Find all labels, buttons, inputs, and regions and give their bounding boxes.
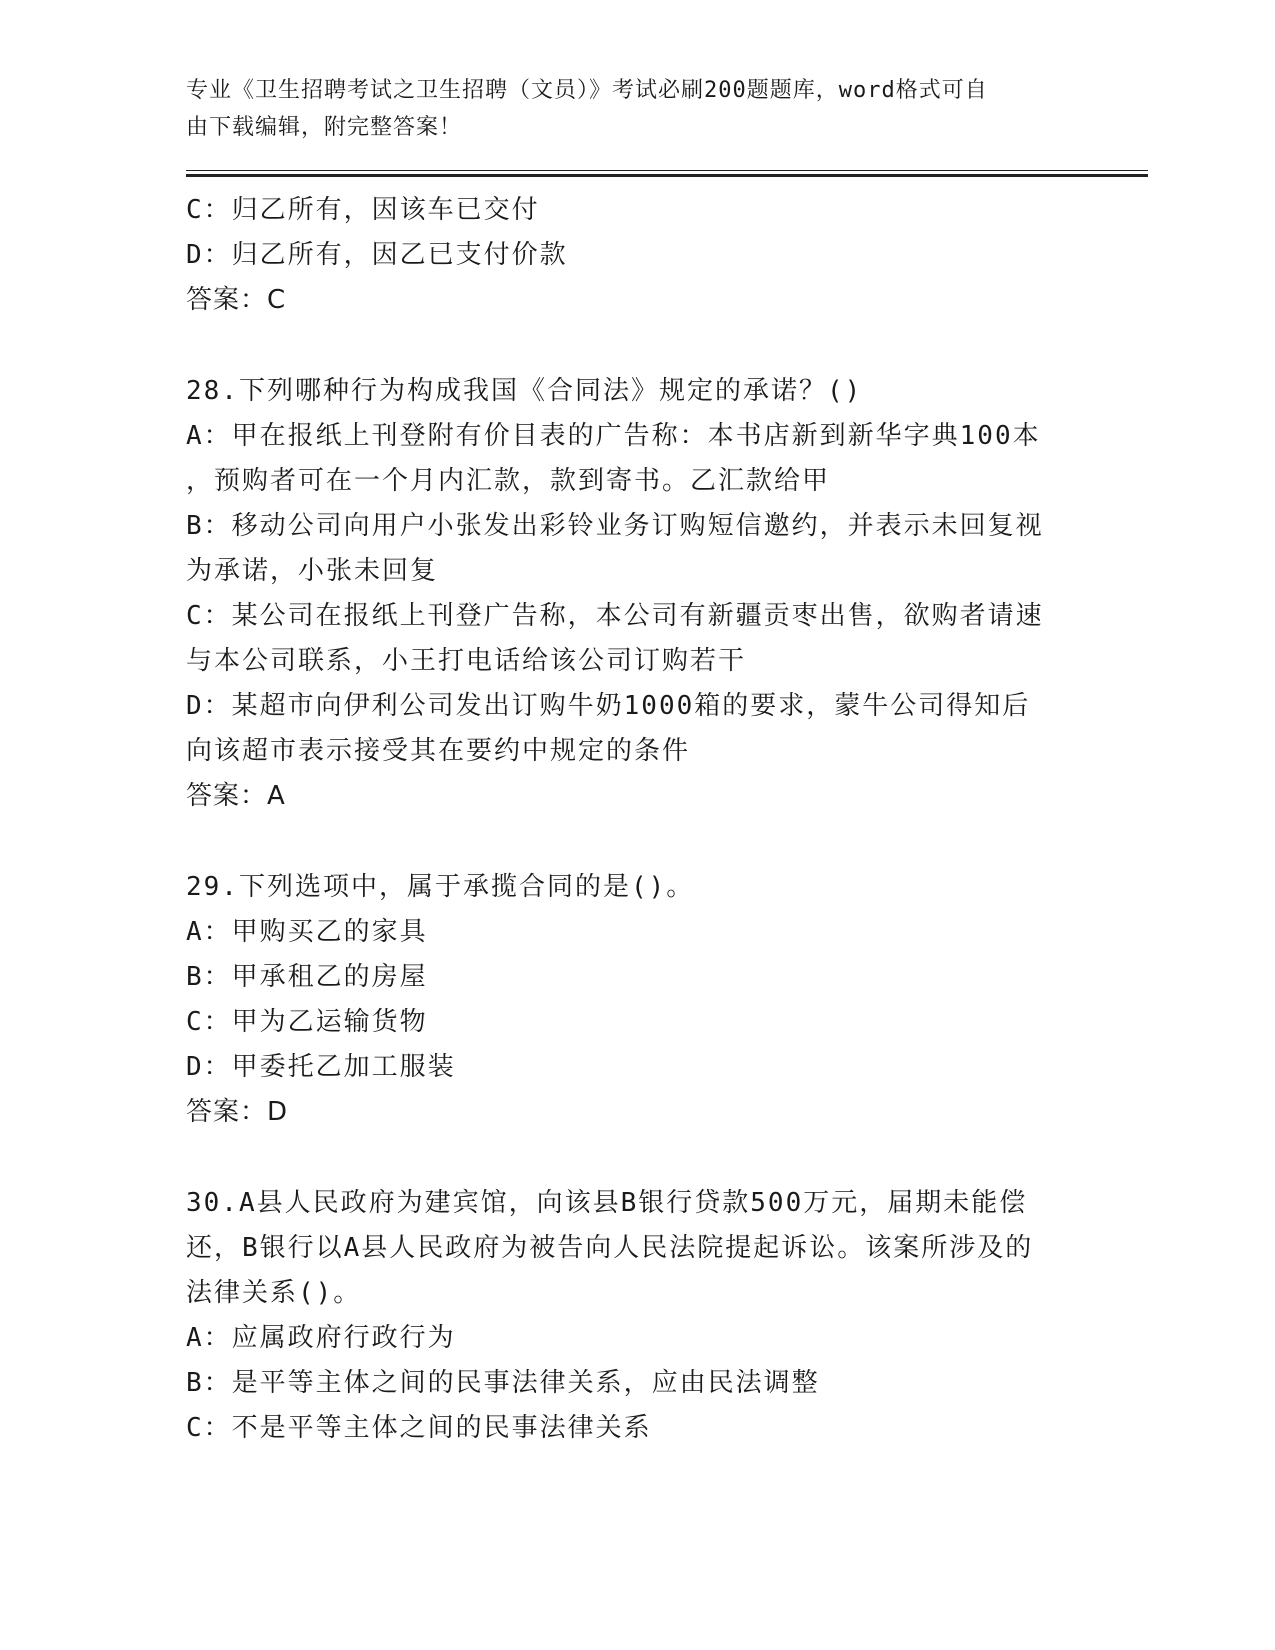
question-stem: 28.下列哪种行为构成我国《合同法》规定的承诺？() bbox=[186, 376, 863, 406]
question-stem-cont: 法律关系()。 bbox=[186, 1278, 362, 1308]
question-30 bbox=[186, 1181, 1086, 1451]
question-28 bbox=[186, 369, 1086, 819]
option-b: B：移动公司向用户小张发出彩铃业务订购短信邀约，并表示未回复视 bbox=[186, 511, 1044, 541]
header-line-2: 由下载编辑，附完整答案！ bbox=[186, 115, 463, 140]
option-c-cont: 与本公司联系，小王打电话给该公司订购若干 bbox=[186, 646, 747, 676]
option-d: D：甲委托乙加工服装 bbox=[186, 1052, 456, 1082]
option-a: A：应属政府行政行为 bbox=[186, 1323, 456, 1353]
document-body bbox=[186, 188, 1086, 1451]
option-d-cont: 向该超市表示接受其在要约中规定的条件 bbox=[186, 736, 691, 766]
header-divider-thin bbox=[186, 170, 1148, 171]
option-c: C：甲为乙运输货物 bbox=[186, 1007, 428, 1037]
answer-line: 答案：C bbox=[186, 285, 287, 315]
answer-line: 答案：A bbox=[186, 781, 286, 811]
option-c: C：某公司在报纸上刊登广告称，本公司有新疆贡枣出售，欲购者请速 bbox=[186, 601, 1044, 631]
option-b: B：是平等主体之间的民事法律关系，应由民法调整 bbox=[186, 1368, 820, 1398]
option-d: D：归乙所有，因乙已支付价款 bbox=[186, 240, 568, 270]
header-divider-thick bbox=[186, 174, 1148, 177]
question-stem: 30.A县人民政府为建宾馆，向该县B银行贷款500万元，届期未能偿 bbox=[186, 1188, 1028, 1218]
option-a: A：甲购买乙的家具 bbox=[186, 917, 428, 947]
option-c: C：归乙所有，因该车已交付 bbox=[186, 195, 540, 225]
option-a-cont: ，预购者可在一个月内汇款，款到寄书。乙汇款给甲 bbox=[186, 466, 831, 496]
header-line-1: 专业《卫生招聘考试之卫生招聘（文员）》考试必刷200题题库，word格式可自 bbox=[186, 78, 988, 103]
question-29 bbox=[186, 865, 1086, 1135]
option-b: B：甲承租乙的房屋 bbox=[186, 962, 428, 992]
option-b-cont: 为承诺，小张未回复 bbox=[186, 556, 439, 586]
option-d: D：某超市向伊利公司发出订购牛奶1000箱的要求，蒙牛公司得知后 bbox=[186, 691, 1031, 721]
document-header bbox=[186, 72, 1066, 146]
answer-line: 答案：D bbox=[186, 1097, 289, 1127]
option-a: A：甲在报纸上刊登附有价目表的广告称：本书店新到新华字典100本 bbox=[186, 421, 1041, 451]
question-stem: 29.下列选项中，属于承揽合同的是()。 bbox=[186, 872, 695, 902]
question-27-tail bbox=[186, 188, 1086, 323]
question-stem-cont: 还，B银行以A县人民政府为被告向人民法院提起诉讼。该案所涉及的 bbox=[186, 1233, 1034, 1263]
option-c: C：不是平等主体之间的民事法律关系 bbox=[186, 1413, 652, 1443]
